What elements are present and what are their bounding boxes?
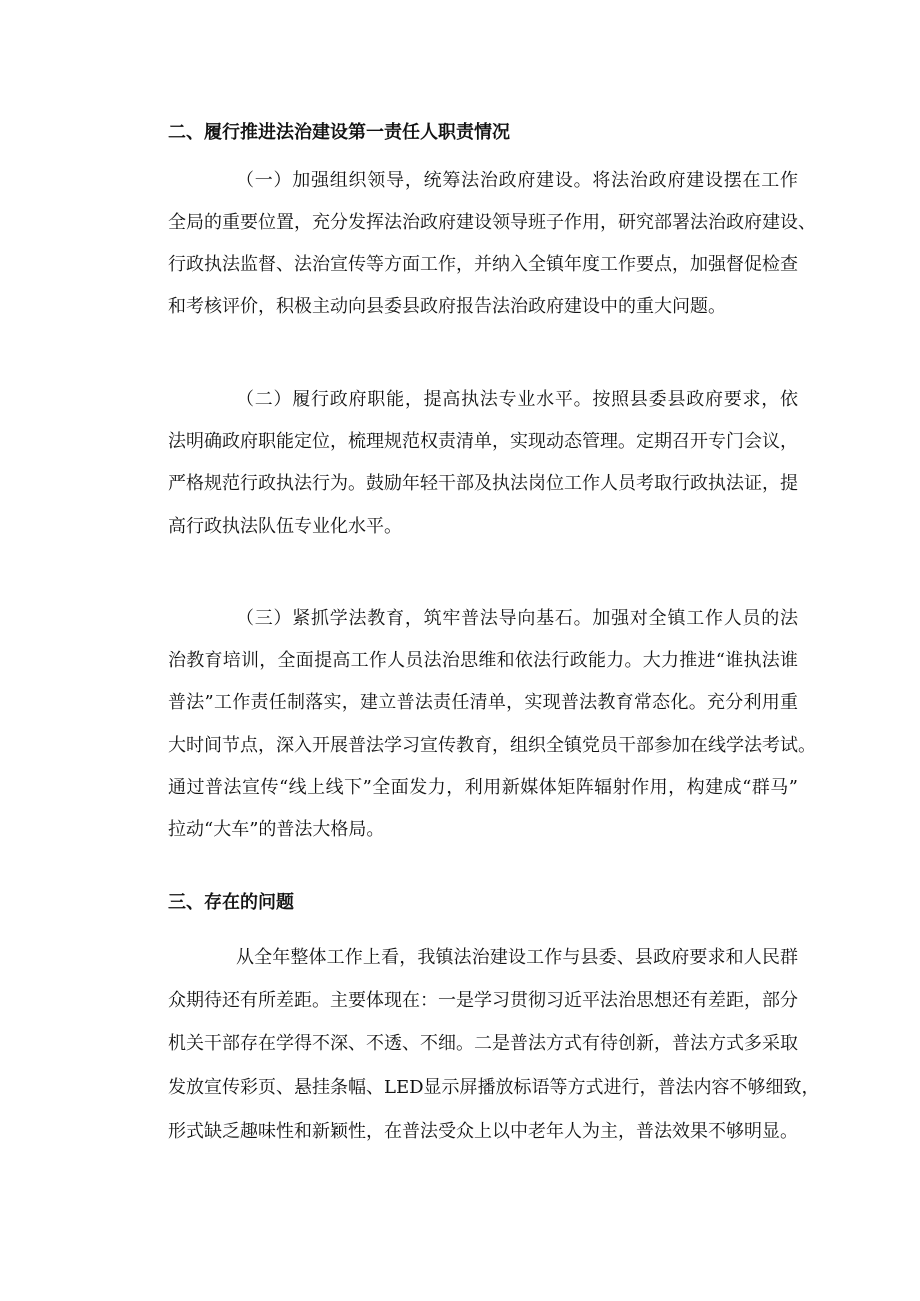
paragraph-line: 众期待还有所差距。主要体现在：一是学习贯彻习近平法治思想还有差距，部分	[168, 990, 798, 1011]
section-2-heading: 二、履行推进法治建设第一责任人职责情况	[168, 122, 510, 143]
section-3-heading: 三、存在的问题	[168, 892, 294, 913]
paragraph-line: 普法”工作责任制落实，建立普法责任清单，实现普法教育常态化。充分利用重	[168, 692, 798, 713]
paragraph-line: （二）履行政府职能，提高执法专业水平。按照县委县政府要求，依	[236, 389, 798, 410]
paragraph-line: 全局的重要位置，充分发挥法治政府建设领导班子作用，研究部署法治政府建设、	[168, 212, 816, 233]
paragraph-line: 机关干部存在学得不深、不透、不细。二是普法方式有待创新，普法方式多采取	[168, 1033, 798, 1054]
paragraph-line: （三）紧抓学法教育，筑牢普法导向基石。加强对全镇工作人员的法	[236, 608, 798, 629]
paragraph-line: 形式缺乏趣味性和新颖性，在普法受众上以中老年人为主，普法效果不够明显。	[168, 1121, 798, 1142]
paragraph-line: （一）加强组织领导，统筹法治政府建设。将法治政府建设摆在工作	[236, 170, 798, 191]
paragraph-line: 行政执法监督、法治宣传等方面工作，并纳入全镇年度工作要点，加强督促检查	[168, 254, 798, 275]
paragraph-line: 和考核评价，积极主动向县委县政府报告法治政府建设中的重大问题。	[168, 296, 726, 317]
paragraph-line: 法明确政府职能定位，梳理规范权责清单，实现动态管理。定期召开专门会议，	[168, 431, 798, 452]
paragraph-line: 大时间节点，深入开展普法学习宣传教育，组织全镇党员干部参加在线学法考试。	[168, 735, 816, 756]
paragraph-line: 严格规范行政执法行为。鼓励年轻干部及执法岗位工作人员考取行政执法证，提	[168, 473, 798, 494]
paragraph-line: 通过普法宣传“线上线下”全面发力，利用新媒体矩阵辐射作用，构建成“群马”	[168, 777, 798, 798]
paragraph-line: 拉动“大车”的普法大格局。	[168, 819, 385, 840]
paragraph-line: 从全年整体工作上看，我镇法治建设工作与县委、县政府要求和人民群	[236, 947, 798, 968]
paragraph-line: 发放宣传彩页、悬挂条幅、LED显示屏播放标语等方式进行，普法内容不够细致，	[168, 1077, 820, 1098]
paragraph-line: 治教育培训，全面提高工作人员法治思维和依法行政能力。大力推进“谁执法谁	[168, 650, 798, 671]
paragraph-line: 高行政执法队伍专业化水平。	[168, 516, 402, 537]
